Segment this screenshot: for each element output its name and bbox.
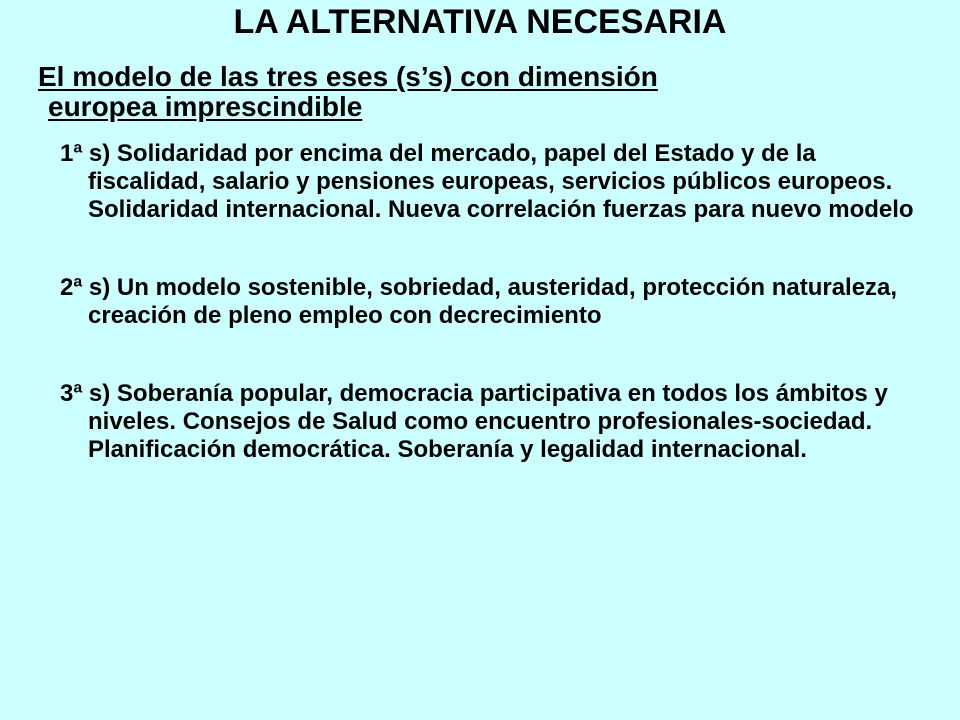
point-sostenibilidad: 2ª s) Un modelo sostenible, sobriedad, austeridad, protección naturaleza, creación de pleno empleo con decrecimiento [60, 274, 898, 329]
slide-subtitle [38, 62, 918, 122]
point-solidaridad: 1ª s) Solidaridad por encima del mercado, papel del Estado y de la fiscalidad, salario y pensiones europeas, servicios públicos europeos. Solidaridad internacional. Nueva correlación fuerzas para nuevo modelo [60, 140, 914, 223]
point-soberania: 3ª s) Soberanía popular, democracia participativa en todos los ámbitos y niveles. Consejos de Salud como encuentro profesionales-sociedad. Planificación democrática. Soberanía y legalidad internacional. [60, 380, 888, 463]
subtitle-line-2: europea imprescindible [48, 91, 363, 122]
slide-title: LA ALTERNATIVA NECESARIA [233, 3, 727, 41]
subtitle-line-1: El modelo de las tres eses (s’s) con dimensión [38, 61, 658, 92]
points-list [60, 140, 920, 464]
